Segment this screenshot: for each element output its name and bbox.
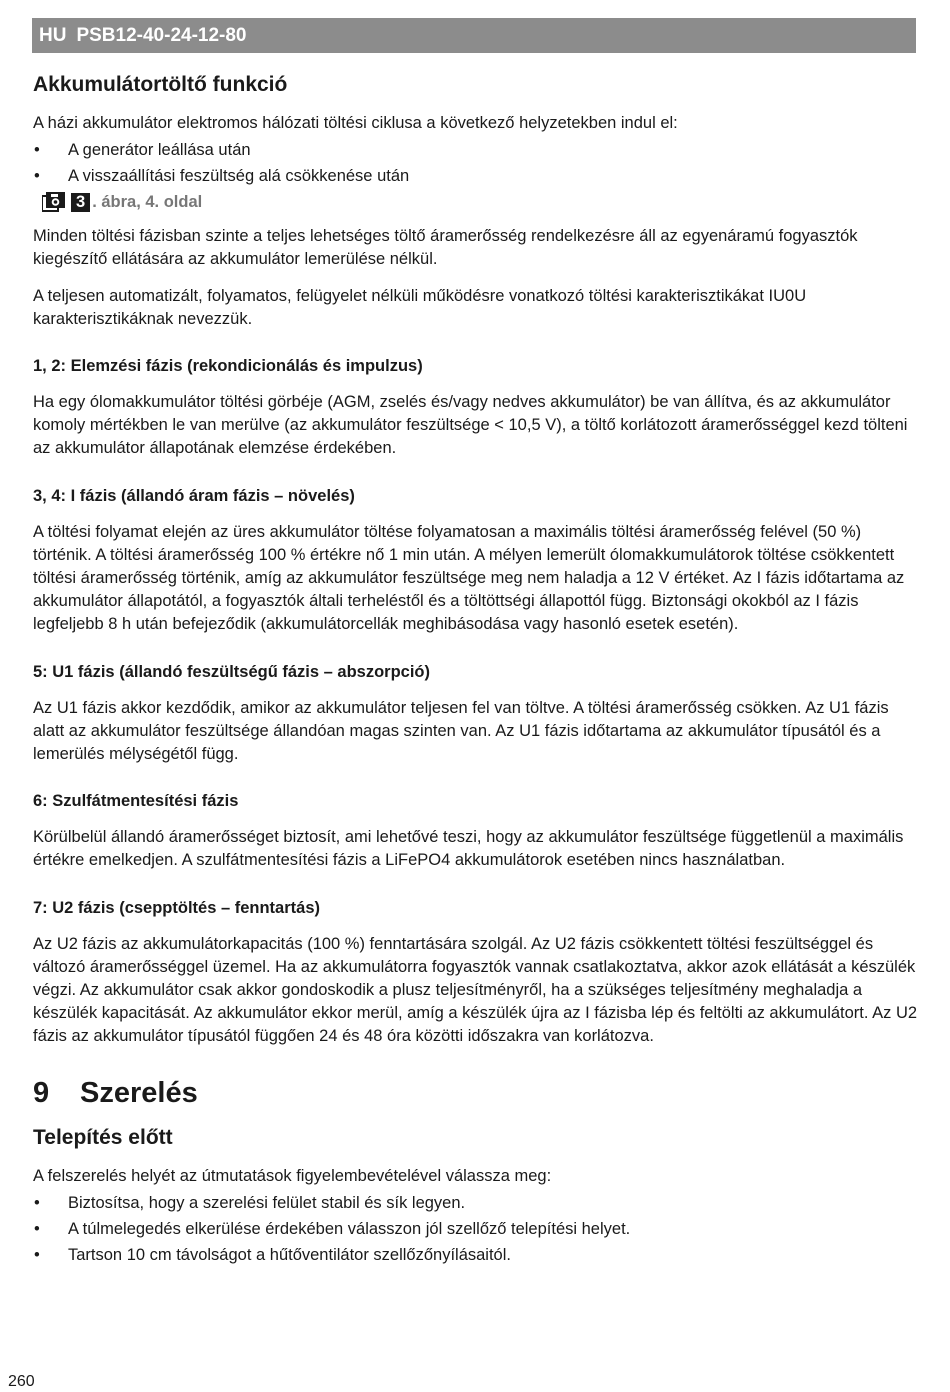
model-number: PSB12-40-24-12-80 <box>76 24 247 46</box>
chapter-title: Szerelés <box>80 1076 198 1109</box>
phase-title: 1, 2: Elemzési fázis (rekondicionálás és impulzus) <box>33 357 423 376</box>
list-item: • A generátor leállása után <box>33 137 918 163</box>
list-item: • A túlmelegedés elkerülése érdekében válasszon jól szellőző telepítési helyet. <box>33 1216 918 1242</box>
paragraph: Minden töltési fázisban szinte a teljes lehetséges töltő áramerősség rendelkezésre áll az egyenáramú fogyasztók kiegészítő ellátására az akkumulátor lemerülése nélkül. <box>33 227 858 269</box>
header-bar <box>32 18 916 53</box>
phase-text: Az U2 fázis az akkumulátorkapacitás (100 %) fenntartására szolgál. Az U2 fázis csökkentett töltési feszültséggel és változó áramerősséggel üzemel. Ha az akkumulátorra fogyasztók vannak csatlakoztatva, akkor azok ellátását a készülék végzi. Az akkumulátor csak akkor gondoskodik a plusz teljesítményről, ha a szükséges teljesítmény meghaladja a készülék kapacitását. Az akkumulátor ekkor merül, amíg a készülék újra az I fázisba lép és feltölti az akkumulátort. Az U2 fázis az akkumulátor típusától függően 24 és 48 óra közötti időszakra van korlátozva. <box>33 934 918 1046</box>
figure-reference[interactable] <box>42 189 918 215</box>
section-title-before-install: Telepítés előtt <box>33 1125 173 1149</box>
list-item: • A visszaállítási feszültség alá csökkenése után <box>33 163 918 189</box>
install-intro: A felszerelés helyét az útmutatások figyelembevételével válassza meg: <box>33 1166 552 1185</box>
page-content <box>33 70 918 1268</box>
figure-page-text: . ábra, 4. oldal <box>92 192 203 211</box>
section-intro: A házi akkumulátor elektromos hálózati töltési ciklusa a következő helyzetekben indul el: <box>33 114 678 132</box>
paragraph: A teljesen automatizált, folyamatos, felügyelet nélküli működésre vonatkozó töltési karakterisztikákat IU0U karakterisztikáknak nevezzük. <box>33 286 807 328</box>
list-item: • Tartson 10 cm távolságot a hűtőventilátor szellőzőnyílásaitól. <box>33 1242 918 1268</box>
language-code: HU <box>39 24 67 46</box>
phase-text: Az U1 fázis akkor kezdődik, amikor az akkumulátor teljesen fel van töltve. A töltési áramerősség csökken. Az U1 fázis alatt az akkumulátor feszültsége állandóan magas szinten van. Az U1 fázis időtartama az akkumulátor típusától és a lemerülés mélységétől függ. <box>33 698 889 764</box>
phase-title: 6: Szulfátmentesítési fázis <box>33 792 239 811</box>
page-number: 260 <box>8 1373 35 1390</box>
start-conditions-list <box>33 137 918 189</box>
chapter-number: 9 <box>33 1076 50 1109</box>
phase-title: 3, 4: I fázis (állandó áram fázis – növelés) <box>33 486 355 505</box>
section-title-charger-function: Akkumulátortöltő funkció <box>33 73 288 96</box>
figure-number: 3 <box>71 193 90 212</box>
phase-title: 5: U1 fázis (állandó feszültségű fázis – abszorpció) <box>33 662 431 681</box>
list-item: • Biztosítsa, hogy a szerelési felület stabil és sík legyen. <box>33 1190 918 1216</box>
phase-title: 7: U2 fázis (csepptöltés – fenntartás) <box>33 898 320 917</box>
phase-text: A töltési folyamat elején az üres akkumulátor töltése folyamatosan a maximális töltési áramerősség felével (50 %) történik. A töltési áramerősség 100 % értékre nő 1 min után. A mélyen lemerült ólomakkumulátorok töltése csökkentett töltési áramerősség történik, amíg az akkumulátor feszültsége meg nem haladja a 12 V értéket. Az I fázis időtartama az akkumulátor állapotától, a fogyasztók általi terheléstől és a töltöttségi állapottól függ. Biztonsági okokból az I fázis legfeljebb 8 h után befejeződik (akkumulátorcellák meghibásodása vagy hasonló esetek esetén). <box>33 522 905 634</box>
phase-text: Ha egy ólomakkumulátor töltési görbéje (AGM, zselés és/vagy nedves akkumulátor) be van állítva, és az akkumulátor komoly mértékben le van merülve (az akkumulátor feszültsége < 10,5 V), a töltő korlátozott áramerősséggel kezd tölteni az akkumulátor állapotának elemzése érdekében. <box>33 393 908 458</box>
phase-text: Körülbelül állandó áramerősséget biztosít, ami lehetővé teszi, hogy az akkumulátor feszültsége függetlenül a maximális értékre emelkedjen. A szulfátmentesítési fázis a LiFePO4 akkumulátorok esetében nincs használatban. <box>33 828 904 870</box>
camera-icon <box>42 192 66 212</box>
install-requirements-list <box>33 1190 918 1268</box>
chapter-heading <box>33 1073 918 1113</box>
